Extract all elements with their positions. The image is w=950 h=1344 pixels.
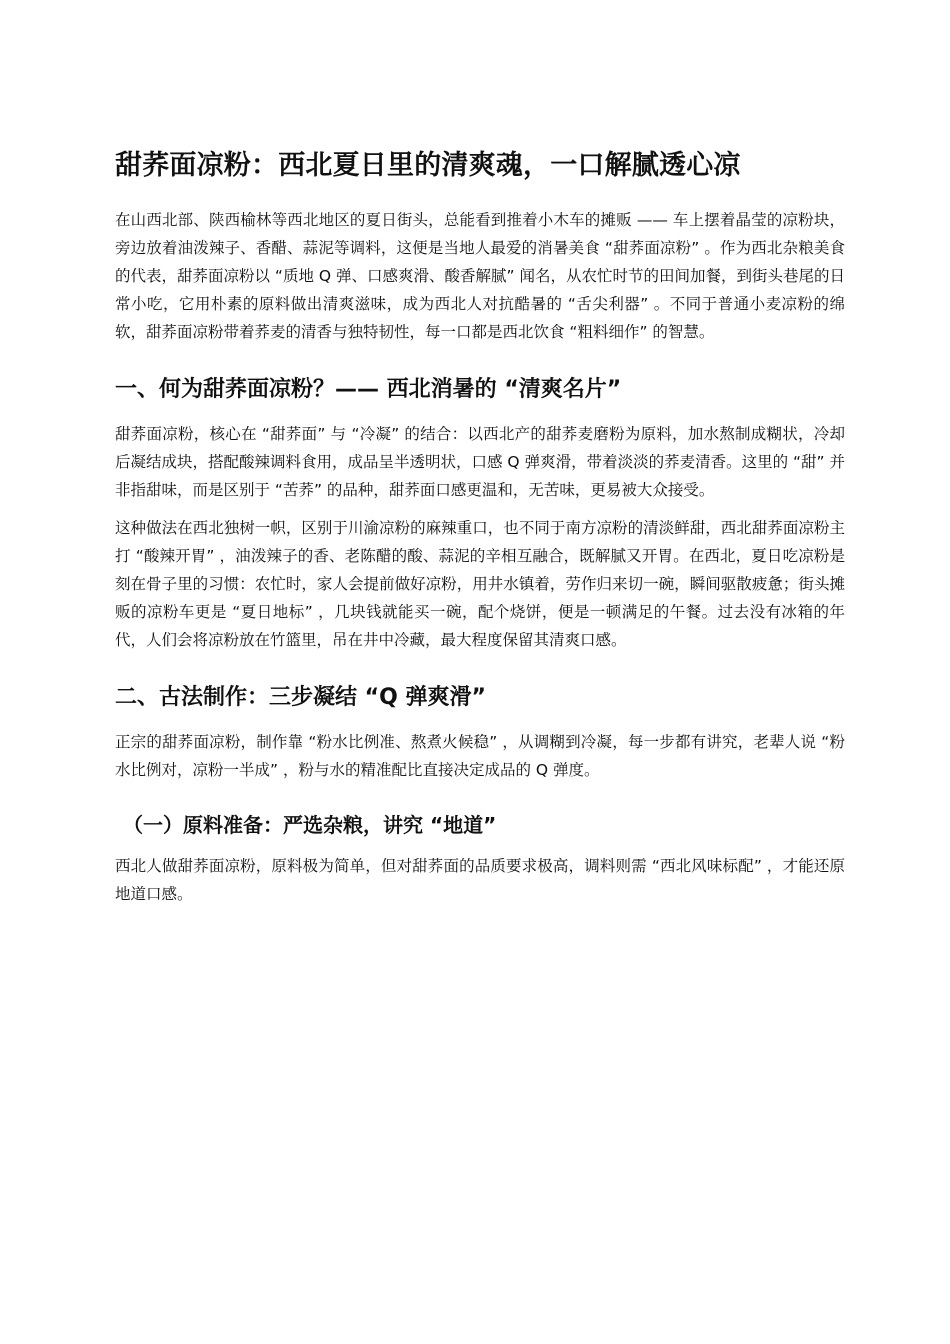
section-1-paragraph-2: 这种做法在西北独树一帜，区别于川渝凉粉的麻辣重口，也不同于南方凉粉的清淡鲜甜，西北甜荞面凉粉主打 “酸辣开胃” ，油泼辣子的香、老陈醋的酸、蒜泥的辛相互融合，既解腻又开胃。在西北，夏日吃凉粉是刻在骨子里的习惯：农忙时，家人会提前做好凉粉，用井水镇着，劳作归来切一碗，瞬间驱散疲惫；街头摊贩的凉粉车更是 “夏日地标” ，几块钱就能买一碗，配个烧饼，便是一顿满足的午餐。过去没有冰箱的年代，人们会将凉粉放在竹篮里，吊在井中冷藏，最大程度保留其清爽口感。 [115,519,845,649]
document-page [115,148,845,908]
intro-paragraph: 在山西北部、陕西榆林等西北地区的夏日街头，总能看到推着小木车的摊贩 —— 车上摆着晶莹的凉粉块，旁边放着油泼辣子、香醋、蒜泥等调料，这便是当地人最爱的消暑美食 “甜荞面凉粉” 。作为西北杂粮美食的代表，甜荞面凉粉以 “质地 Q 弹、口感爽滑、酸香解腻” 闻名，从农忙时节的田间加餐，到街头巷尾的日常小吃，它用朴素的原料做出清爽滋味，成为西北人对抗酷暑的 “舌尖利器” 。不同于普通小麦凉粉的绵软，甜荞面凉粉带着荞麦的清香与独特韧性，每一口都是西北饮食 “粗料细作” 的智慧。 [115,211,845,341]
subsection-1-paragraph-1: 西北人做甜荞面凉粉，原料极为简单，但对甜荞面的品质要求极高，调料则需 “西北风味标配” ，才能还原地道口感。 [115,857,845,903]
document-title: 甜荞面凉粉：西北夏日里的清爽魂，一口解腻透心凉 [115,150,741,181]
subsection-1-heading: （一）原料准备：严选杂粮，讲究 “地道” [123,813,497,837]
section-1-heading: 一、何为甜荞面凉粉？—— 西北消暑的 “清爽名片” [115,377,622,402]
section-1-paragraph-1: 甜荞面凉粉，核心在 “甜荞面” 与 “冷凝” 的结合：以西北产的甜荞麦磨粉为原料，加水熬制成糊状，冷却后凝结成块，搭配酸辣调料食用，成品呈半透明状，口感 Q 弹爽滑，带着淡淡的荞麦清香。这里的 “甜” 并非指甜味，而是区别于 “苦荞” 的品种，甜荞面口感更温和，无苦味，更易被大众接受。 [115,425,845,499]
section-2-heading: 二、古法制作：三步凝结 “Q 弹爽滑” [115,685,486,710]
section-2-paragraph-1: 正宗的甜荞面凉粉，制作靠 “粉水比例准、熬煮火候稳” ，从调糊到冷凝，每一步都有讲究，老辈人说 “粉水比例对，凉粉一半成” ，粉与水的精准配比直接决定成品的 Q 弹度。 [115,733,845,779]
